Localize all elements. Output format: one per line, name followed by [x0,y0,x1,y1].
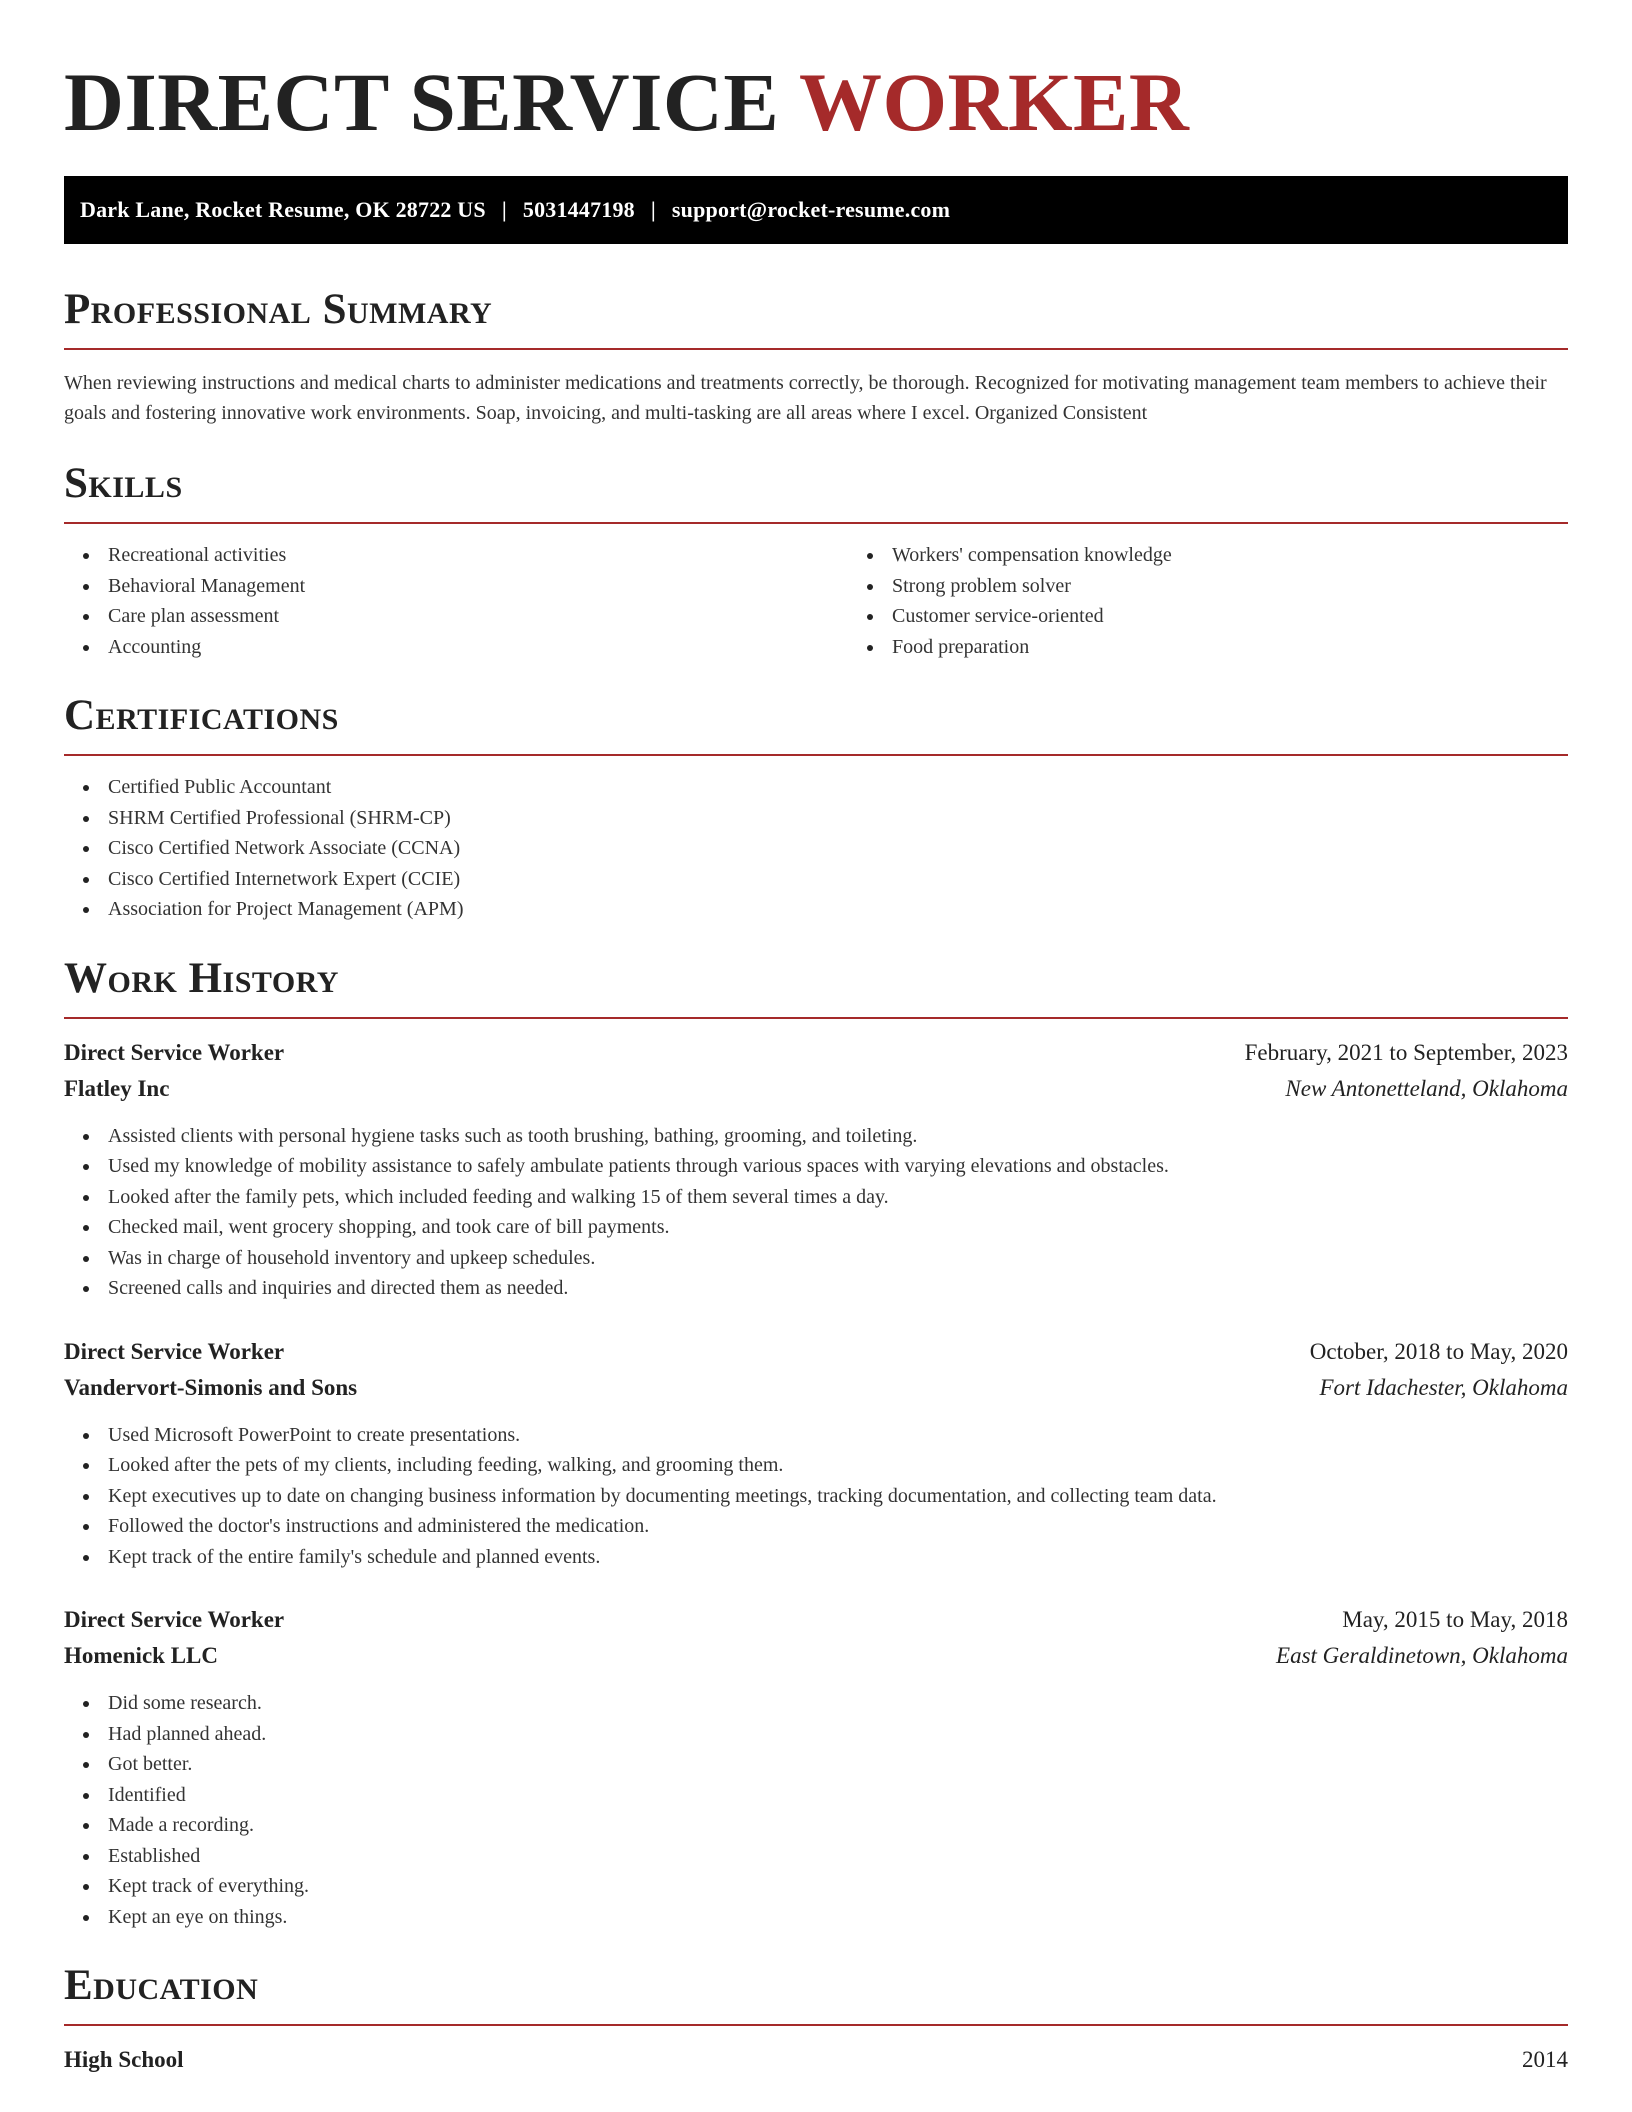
job-duty-item: Looked after the pets of my clients, including feeding, walking, and grooming them. [108,1450,1568,1481]
skill-item: Workers' compensation knowledge [892,540,1568,571]
title-accent: WORKER [798,56,1190,148]
title-main: DIRECT SERVICE [64,56,799,148]
job-duty-item: Kept track of the entire family's schedule and planned events. [108,1542,1568,1573]
education-degree: High School [64,2047,184,2072]
contact-separator: | [650,197,656,222]
summary-heading: Professional Summary [64,286,493,333]
section-divider [64,754,1568,756]
job-duty-item: Assisted clients with personal hygiene tasks such as tooth brushing, bathing, grooming, and toileting. [108,1121,1568,1152]
section-divider [64,1017,1568,1019]
job-duty-item: Established [108,1841,1568,1872]
job-duty-item: Followed the doctor's instructions and administered the medication. [108,1511,1568,1542]
job-duty-item: Identified [108,1780,1568,1811]
job-duty-item: Did some research. [108,1688,1568,1719]
job-header-row [64,1602,1568,1638]
contact-address: Dark Lane, Rocket Resume, OK 28722 US [80,197,486,222]
job-duty-item: Made a recording. [108,1810,1568,1841]
contact-phone: 5031447198 [522,197,635,222]
job-entry [64,1334,1568,1573]
job-duties-list [64,1420,1568,1573]
job-header-row [64,1035,1568,1071]
certification-item: Certified Public Accountant [108,772,1568,803]
job-company: Vandervort-Simonis and Sons [64,1374,358,1400]
job-entry [64,1035,1568,1304]
contact-separator: | [501,197,507,222]
job-location: Fort Idachester, Oklahoma [1319,1374,1568,1400]
skill-item: Care plan assessment [108,601,848,632]
certification-item: Cisco Certified Network Associate (CCNA) [108,833,1568,864]
education-header-row [64,2042,1568,2078]
contact-bar [64,176,1568,244]
education-section [64,1962,1568,2078]
skill-item: Strong problem solver [892,571,1568,602]
job-header-row [64,1334,1568,1370]
certification-item: Cisco Certified Internetwork Expert (CCIE) [108,864,1568,895]
certification-item: SHRM Certified Professional (SHRM-CP) [108,803,1568,834]
job-duty-item: Kept an eye on things. [108,1902,1568,1933]
skill-item: Customer service-oriented [892,601,1568,632]
job-duty-item: Kept executives up to date on changing business information by documenting meetings, tracking documentation, and collecting team data. [108,1481,1568,1512]
job-title: Direct Service Worker [64,1338,285,1364]
job-duties-list [64,1688,1568,1932]
job-title: Direct Service Worker [64,1039,285,1065]
job-duty-item: Was in charge of household inventory and upkeep schedules. [108,1243,1568,1274]
certifications-list [64,772,1568,925]
job-duty-item: Got better. [108,1749,1568,1780]
certification-item: Association for Project Management (APM) [108,894,1568,925]
job-duty-item: Used my knowledge of mobility assistance to safely ambulate patients through various spaces with varying elevations and obstacles. [108,1151,1568,1182]
job-dates: May, 2015 to May, 2018 [1342,1607,1568,1632]
summary-text: When reviewing instructions and medical charts to administer medications and treatments correctly, be thorough. Recognized for motivating management team members to achieve their goals and fostering innovative work environments. Soap, invoicing, and multi-tasking are all areas where I excel. Organized Consistent [64,372,1547,424]
skills-heading: Skills [64,460,183,507]
education-year: 2014 [1522,2047,1568,2072]
skills-section [64,460,1568,662]
education-heading: Education [64,1962,259,2009]
contact-email[interactable]: support@rocket-resume.com [671,197,951,222]
job-duties-list [64,1121,1568,1304]
job-duty-item: Screened calls and inquiries and directed them as needed. [108,1273,1568,1304]
certifications-heading: Certifications [64,692,339,739]
skill-item: Food preparation [892,632,1568,663]
job-company-row [64,1638,1568,1674]
skills-grid [64,524,1568,662]
work-history-heading: Work History [64,954,339,1002]
job-dates: October, 2018 to May, 2020 [1309,1338,1568,1364]
job-company-row [64,1370,1568,1406]
job-duty-item: Used Microsoft PowerPoint to create presentations. [108,1420,1568,1451]
skills-list-right [848,540,1568,662]
job-company-row [64,1071,1568,1107]
education-entry [64,2042,1568,2078]
certifications-section [64,692,1568,925]
summary-section [64,286,1568,428]
resume-title [64,0,1568,152]
job-company: Flatley Inc [64,1075,170,1101]
job-duty-item: Kept track of everything. [108,1871,1568,1902]
skill-item: Recreational activities [108,540,848,571]
job-duty-item: Had planned ahead. [108,1719,1568,1750]
job-company: Homenick LLC [64,1643,218,1668]
job-location: East Geraldinetown, Oklahoma [1276,1643,1568,1668]
section-divider [64,348,1568,350]
skill-item: Accounting [108,632,848,663]
job-dates: February, 2021 to September, 2023 [1244,1039,1568,1065]
skill-item: Behavioral Management [108,571,848,602]
skills-list-left [64,540,848,662]
job-location: New Antonetteland, Oklahoma [1285,1075,1568,1101]
section-divider [64,2024,1568,2026]
job-entry [64,1602,1568,1932]
work-history-section [64,955,1568,1933]
job-title: Direct Service Worker [64,1607,285,1632]
job-duty-item: Checked mail, went grocery shopping, and took care of bill payments. [108,1212,1568,1243]
job-duty-item: Looked after the family pets, which included feeding and walking 15 of them several times a day. [108,1182,1568,1213]
